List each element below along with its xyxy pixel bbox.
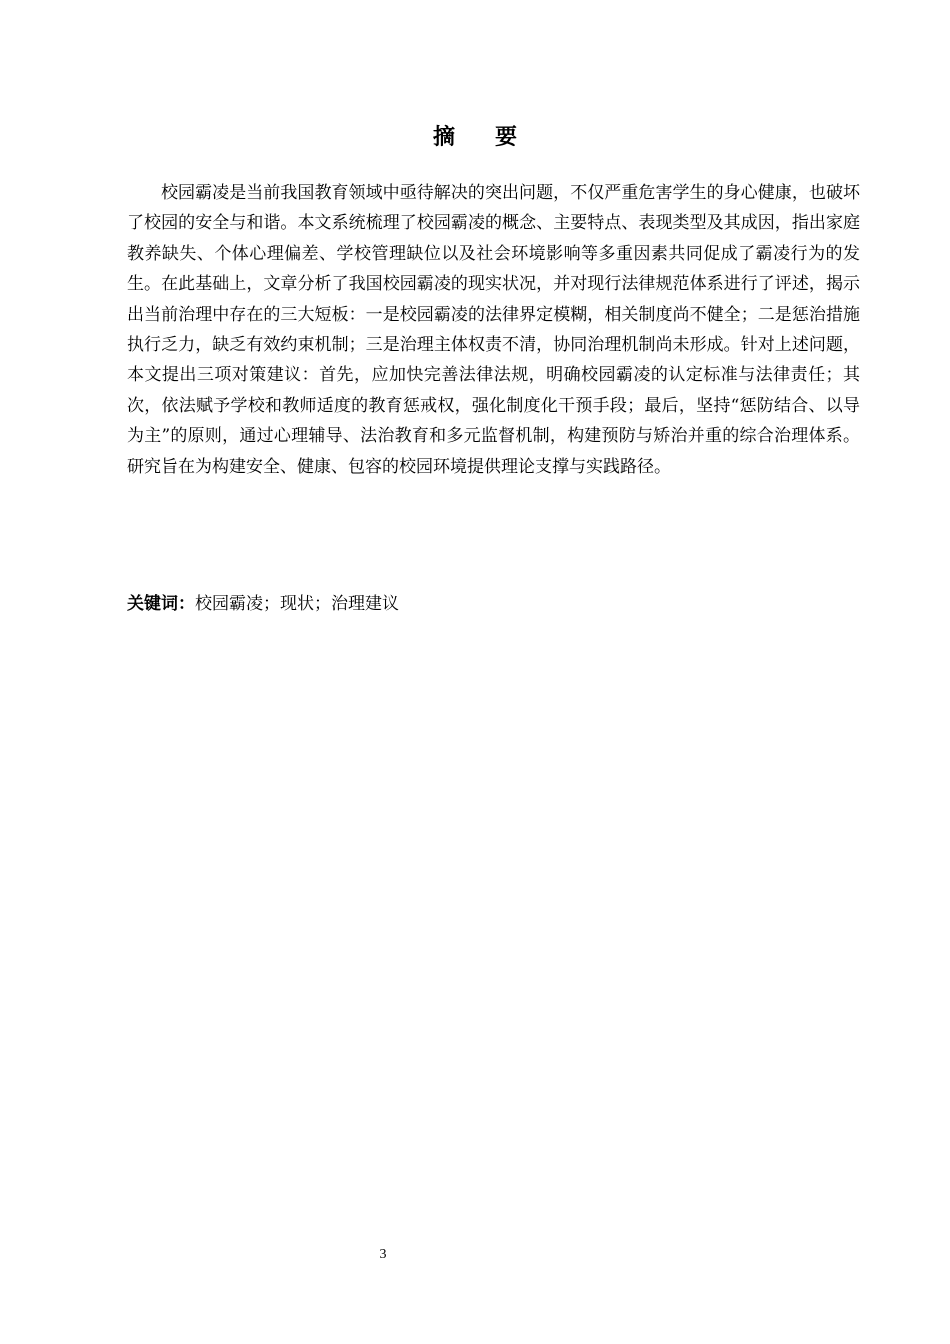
- keywords-label: 关键词：: [127, 594, 195, 614]
- keywords-value: 校园霸凌；现状；治理建议: [195, 594, 399, 614]
- abstract-title: [0, 122, 950, 154]
- abstract-title-char-2: 要: [495, 125, 518, 150]
- page-number: 3: [379, 1247, 387, 1262]
- keywords-line: [127, 589, 860, 619]
- abstract-title-char-1: 摘: [432, 125, 455, 150]
- abstract-paragraph: 校园霸凌是当前我国教育领域中亟待解决的突出问题，不仅严重危害学生的身心健康，也破坏了校园的安全与和谐。本文系统梳理了校园霸凌的概念、主要特点、表现类型及其成因，指出家庭教养缺失、个体心理偏差、学校管理缺位以及社会环境影响等多重因素共同促成了霸凌行为的发生。在此基础上，文章分析了我国校园霸凌的现实状况，并对现行法律规范体系进行了评述，揭示出当前治理中存在的三大短板：一是校园霸凌的法律界定模糊，相关制度尚不健全；二是惩治措施执行乏力，缺乏有效约束机制；三是治理主体权责不清，协同治理机制尚未形成。针对上述问题，本文提出三项对策建议：首先，应加快完善法律法规，明确校园霸凌的认定标准与法律责任；其次，依法赋予学校和教师适度的教育惩戒权，强化制度化干预手段；最后，坚持“惩防结合、以导为主”的原则，通过心理辅导、法治教育和多元监督机制，构建预防与矫治并重的综合治理体系。研究旨在为构建安全、健康、包容的校园环境提供理论支撑与实践路径。: [127, 183, 860, 477]
